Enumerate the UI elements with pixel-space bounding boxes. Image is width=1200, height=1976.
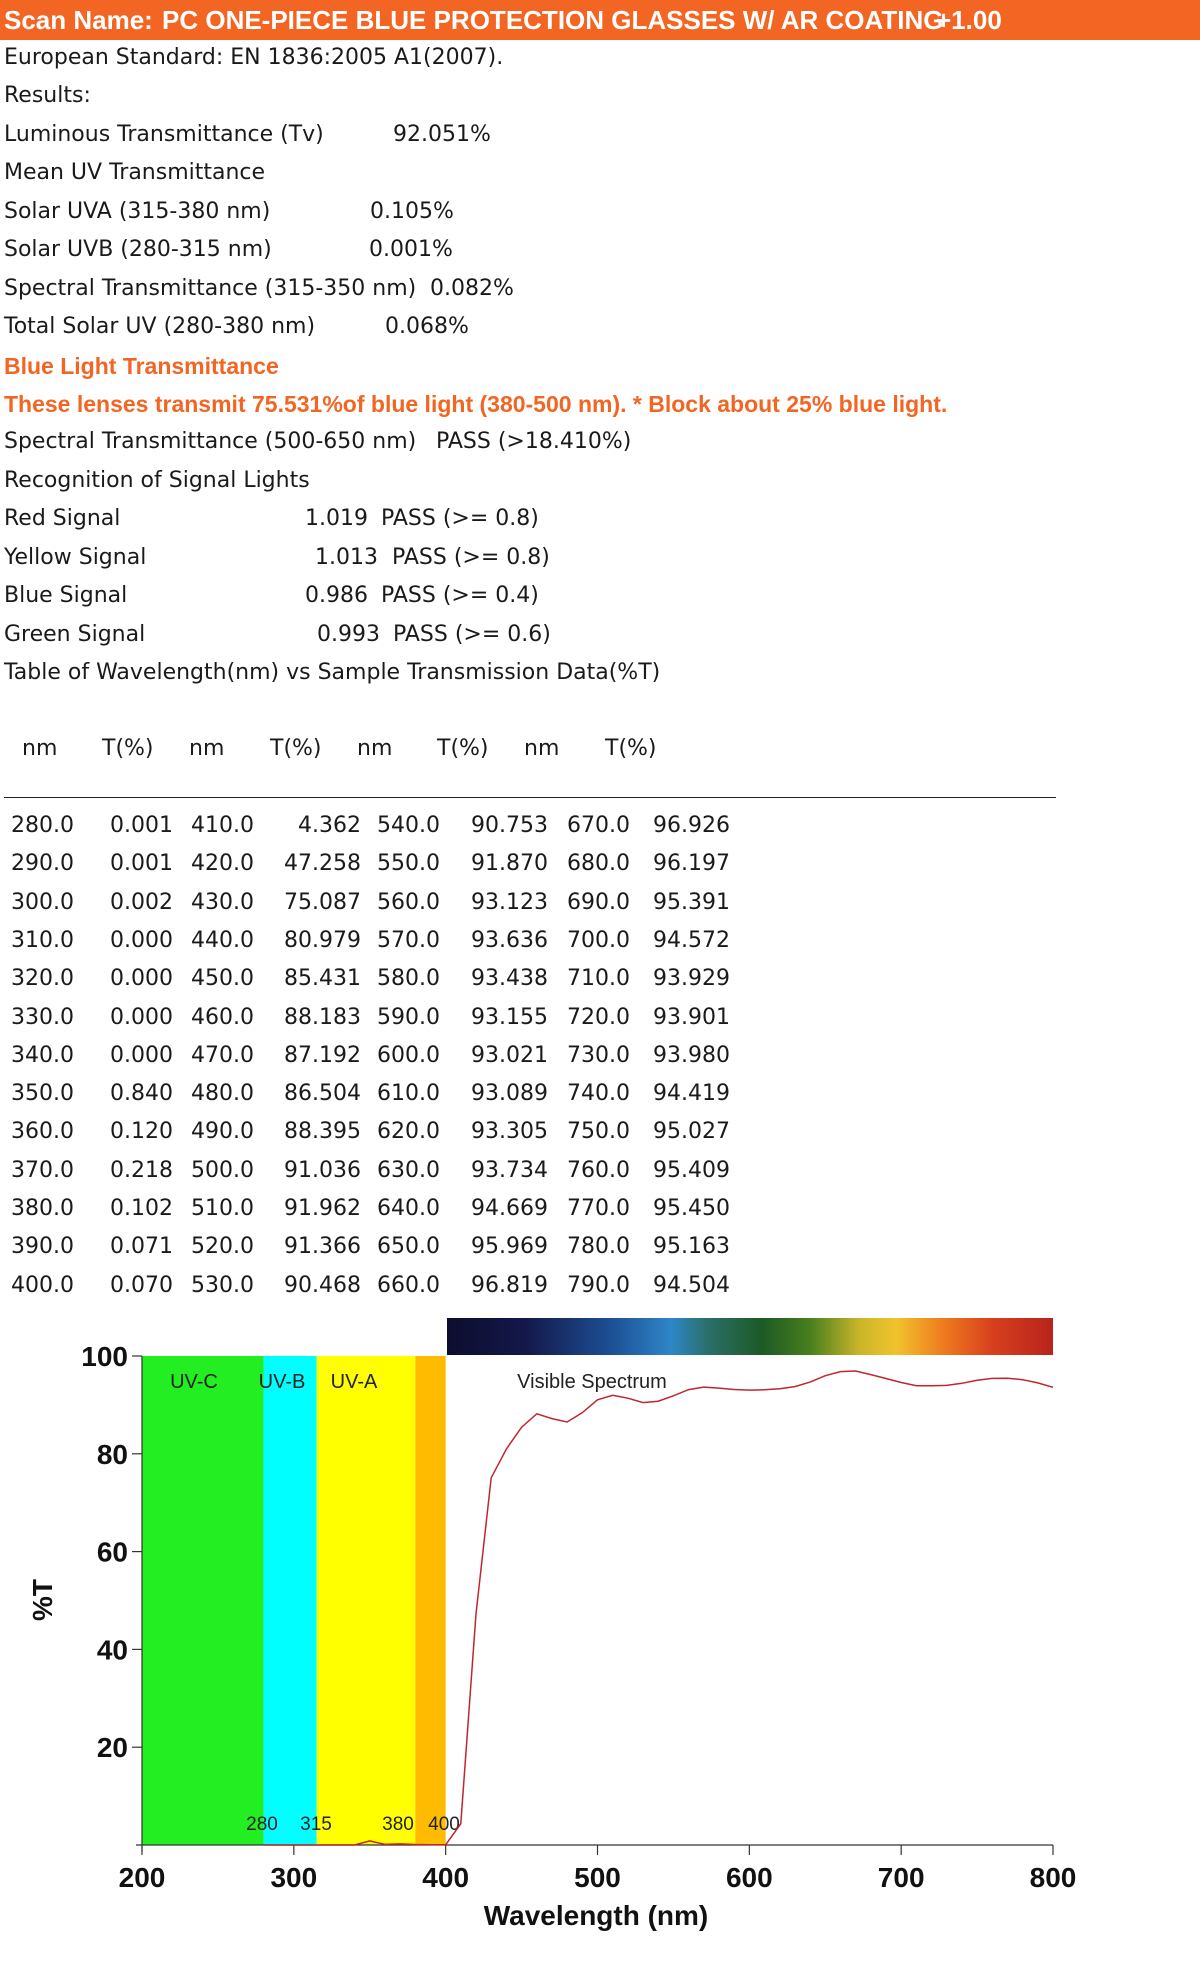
table-cell: 93.438 <box>471 966 548 992</box>
blue-light-heading: Blue Light Transmittance <box>4 353 279 379</box>
table-cell: 93.901 <box>653 1004 730 1030</box>
table-cell: 360.0 <box>11 1119 74 1145</box>
table-cell: 720.0 <box>567 1004 630 1030</box>
table-cell: 93.929 <box>653 966 730 992</box>
table-cell: 80.979 <box>284 927 361 953</box>
red-signal-value: 1.019 <box>305 506 368 531</box>
spectral-500-650-value: PASS (>18.410%) <box>436 429 632 454</box>
table-cell: 410.0 <box>191 813 254 838</box>
table-cell: 730.0 <box>567 1042 630 1068</box>
table-cell: 440.0 <box>191 927 254 953</box>
yellow-signal-result: PASS (>= 0.8) <box>392 545 550 570</box>
table-cell: 470.0 <box>191 1042 254 1068</box>
table-cell: 0.071 <box>110 1234 173 1260</box>
green-signal-value: 0.993 <box>317 622 380 647</box>
table-cell: 0.001 <box>110 851 173 877</box>
solar-uvb-label: Solar UVB (280-315 nm) <box>4 237 272 262</box>
uvc-label: UV-C <box>170 1371 218 1393</box>
x-tick-label: 700 <box>877 1862 925 1893</box>
table-cell: 600.0 <box>377 1042 440 1068</box>
total-solar-uv-value: 0.068% <box>385 314 469 339</box>
x-tick-label: 300 <box>270 1862 318 1893</box>
transmission-chart <box>0 1310 1200 1976</box>
table-cell: 280.0 <box>11 813 74 838</box>
blue-light-statement: These lenses transmit 75.531%of blue light (380-500 nm). * Block about 25% blue light. <box>4 391 948 417</box>
yellow-signal-value: 1.013 <box>315 545 378 570</box>
table-cell: 96.926 <box>653 813 730 838</box>
table-cell: 460.0 <box>191 1004 254 1030</box>
table-cell: 580.0 <box>377 966 440 992</box>
blue-signal-label: Blue Signal <box>4 583 128 608</box>
table-cell: 0.000 <box>110 966 173 992</box>
table-cell: 530.0 <box>191 1272 254 1298</box>
table-cell: 450.0 <box>191 966 254 992</box>
table-cell: 86.504 <box>284 1081 361 1107</box>
table-cell: 370.0 <box>11 1157 74 1183</box>
table-cell: 620.0 <box>377 1119 440 1145</box>
col-header-nm-4: nm <box>524 736 560 761</box>
table-cell: 780.0 <box>567 1234 630 1260</box>
table-cell: 350.0 <box>11 1081 74 1107</box>
mean-uv-label: Mean UV Transmittance <box>4 160 266 185</box>
table-cell: 93.980 <box>653 1042 730 1068</box>
table-cell: 0.001 <box>110 813 173 838</box>
table-cell: 75.087 <box>284 889 361 915</box>
table-cell: 88.183 <box>284 1004 361 1030</box>
table-cell: 710.0 <box>567 966 630 992</box>
table-cell: 560.0 <box>377 889 440 915</box>
table-cell: 790.0 <box>567 1272 630 1298</box>
table-cell: 94.572 <box>653 927 730 953</box>
results-label: Results: <box>4 83 91 108</box>
table-cell: 94.669 <box>471 1196 548 1221</box>
table-cell: 650.0 <box>377 1234 440 1260</box>
table-cell: 93.636 <box>471 927 548 953</box>
luminous-label: Luminous Transmittance (Tv) <box>4 122 324 147</box>
table-cell: 610.0 <box>377 1081 440 1107</box>
table-cell: 95.969 <box>471 1234 548 1260</box>
table-cell: 490.0 <box>191 1119 254 1145</box>
table-cell: 0.002 <box>110 889 173 915</box>
table-cell: 400.0 <box>11 1272 74 1298</box>
visible-spectrum-bar <box>447 1318 1053 1355</box>
x-tick-label: 400 <box>422 1862 470 1893</box>
table-cell: 290.0 <box>11 851 74 877</box>
x-tick-label: 200 <box>118 1862 166 1893</box>
solar-uvb-value: 0.001% <box>369 237 453 262</box>
table-cell: 91.036 <box>284 1157 361 1183</box>
table-cell: 95.027 <box>653 1119 730 1145</box>
scan-name: PC ONE-PIECE BLUE PROTECTION GLASSES W/ AR COATING <box>162 5 944 35</box>
table-cell: 680.0 <box>567 851 630 877</box>
table-cell: 47.258 <box>284 851 361 877</box>
table-cell: 0.218 <box>110 1157 173 1183</box>
table-cell: 4.362 <box>298 813 361 838</box>
table-heading: Table of Wavelength(nm) vs Sample Transmission Data(%T) <box>4 660 661 685</box>
col-header-t-4: T(%) <box>605 736 657 761</box>
table-cell: 0.000 <box>110 927 173 953</box>
table-cell: 0.000 <box>110 1004 173 1030</box>
spectral-500-650-label: Spectral Transmittance (500-650 nm) <box>4 429 417 454</box>
table-cell: 330.0 <box>11 1004 74 1030</box>
table-cell: 300.0 <box>11 889 74 915</box>
table-cell: 91.962 <box>284 1196 361 1221</box>
table-cell: 520.0 <box>191 1234 254 1260</box>
y-tick-label: 20 <box>96 1732 128 1764</box>
table-cell: 540.0 <box>377 813 440 838</box>
table-cell: 0.102 <box>110 1196 173 1221</box>
table-cell: 0.000 <box>110 1042 173 1068</box>
table-cell: 96.197 <box>653 851 730 877</box>
visible-spectrum-label: Visible Spectrum <box>517 1371 667 1393</box>
table-cell: 90.753 <box>471 813 548 838</box>
col-header-nm-1: nm <box>22 736 58 761</box>
table-cell: 95.163 <box>653 1234 730 1260</box>
table-cell: 0.070 <box>110 1272 173 1298</box>
violet-band <box>415 1356 445 1845</box>
boundary-label: 380 <box>382 1814 414 1835</box>
y-tick-label: 80 <box>96 1438 128 1470</box>
table-cell: 390.0 <box>11 1234 74 1260</box>
table-cell: 0.840 <box>110 1081 173 1107</box>
uva-band <box>317 1356 416 1845</box>
table-cell: 760.0 <box>567 1157 630 1183</box>
table-divider <box>4 797 1056 798</box>
scan-label: Scan Name: <box>4 5 153 35</box>
table-cell: 750.0 <box>567 1119 630 1145</box>
table-cell: 380.0 <box>11 1196 74 1221</box>
table-cell: 700.0 <box>567 927 630 953</box>
table-cell: 690.0 <box>567 889 630 915</box>
table-cell: 93.123 <box>471 889 548 915</box>
col-header-t-2: T(%) <box>270 736 322 761</box>
table-cell: 310.0 <box>11 927 74 953</box>
standard-line: European Standard: EN 1836:2005 A1(2007). <box>4 45 504 70</box>
luminous-value: 92.051% <box>393 122 491 147</box>
blue-signal-result: PASS (>= 0.4) <box>381 583 539 608</box>
total-solar-uv-label: Total Solar UV (280-380 nm) <box>4 314 316 339</box>
table-cell: 590.0 <box>377 1004 440 1030</box>
spectral-315-350-label: Spectral Transmittance (315-350 nm) <box>4 276 417 301</box>
table-cell: 740.0 <box>567 1081 630 1107</box>
uva-label: UV-A <box>330 1371 378 1393</box>
table-cell: 660.0 <box>377 1272 440 1298</box>
x-tick-label: 800 <box>1029 1862 1077 1893</box>
table-cell: 340.0 <box>11 1042 74 1068</box>
solar-uva-label: Solar UVA (315-380 nm) <box>4 199 271 224</box>
x-axis-label: Wavelength (nm) <box>483 1900 709 1931</box>
col-header-nm-3: nm <box>357 736 393 761</box>
table-cell: 670.0 <box>567 813 630 838</box>
boundary-label: 400 <box>428 1814 460 1835</box>
table-cell: 640.0 <box>377 1196 440 1221</box>
table-cell: 91.870 <box>471 851 548 877</box>
table-cell: 95.391 <box>653 889 730 915</box>
col-header-nm-2: nm <box>189 736 225 761</box>
table-cell: 480.0 <box>191 1081 254 1107</box>
table-cell: 91.366 <box>284 1234 361 1260</box>
table-cell: 95.409 <box>653 1157 730 1183</box>
table-cell: 87.192 <box>284 1042 361 1068</box>
table-cell: 0.120 <box>110 1119 173 1145</box>
uvb-band <box>263 1356 316 1845</box>
table-cell: 93.089 <box>471 1081 548 1107</box>
solar-uva-value: 0.105% <box>370 199 454 224</box>
table-cell: 93.021 <box>471 1042 548 1068</box>
red-signal-label: Red Signal <box>4 506 121 531</box>
table-cell: 94.504 <box>653 1272 730 1298</box>
spectral-315-350-value: 0.082% <box>430 276 514 301</box>
y-tick-label: 40 <box>96 1634 128 1666</box>
uvb-label: UV-B <box>258 1371 306 1393</box>
table-cell: 770.0 <box>567 1196 630 1221</box>
table-cell: 630.0 <box>377 1157 440 1183</box>
scan-title-bar <box>0 0 1200 40</box>
col-header-t-1: T(%) <box>102 736 154 761</box>
table-cell: 90.468 <box>284 1272 361 1298</box>
boundary-label: 280 <box>246 1814 278 1835</box>
table-cell: 570.0 <box>377 927 440 953</box>
table-cell: 93.155 <box>471 1004 548 1030</box>
scan-power: +1.00 <box>936 5 1002 35</box>
table-cell: 420.0 <box>191 851 254 877</box>
table-cell: 95.450 <box>653 1196 730 1221</box>
x-tick-label: 500 <box>574 1862 621 1893</box>
table-cell: 93.734 <box>471 1157 548 1183</box>
table-cell: 320.0 <box>11 966 74 992</box>
table-cell: 500.0 <box>191 1157 254 1183</box>
table-cell: 93.305 <box>471 1119 548 1145</box>
y-tick-label: 60 <box>96 1536 128 1568</box>
uvc-band <box>142 1356 263 1845</box>
table-cell: 94.419 <box>653 1081 730 1107</box>
table-cell: 96.819 <box>471 1272 548 1298</box>
table-cell: 550.0 <box>377 851 440 877</box>
y-axis-label: %T <box>27 1579 58 1621</box>
boundary-label: 315 <box>300 1814 332 1835</box>
yellow-signal-label: Yellow Signal <box>4 545 147 570</box>
red-signal-result: PASS (>= 0.8) <box>381 506 539 531</box>
table-cell: 430.0 <box>191 889 254 915</box>
signal-heading: Recognition of Signal Lights <box>4 468 310 493</box>
col-header-t-3: T(%) <box>437 736 489 761</box>
table-cell: 88.395 <box>284 1119 361 1145</box>
x-tick-label: 600 <box>725 1862 773 1893</box>
y-tick-label: 100 <box>81 1341 128 1372</box>
green-signal-result: PASS (>= 0.6) <box>393 622 551 647</box>
table-cell: 510.0 <box>191 1196 254 1221</box>
table-cell: 85.431 <box>284 966 361 992</box>
blue-signal-value: 0.986 <box>305 583 368 608</box>
green-signal-label: Green Signal <box>4 622 146 647</box>
